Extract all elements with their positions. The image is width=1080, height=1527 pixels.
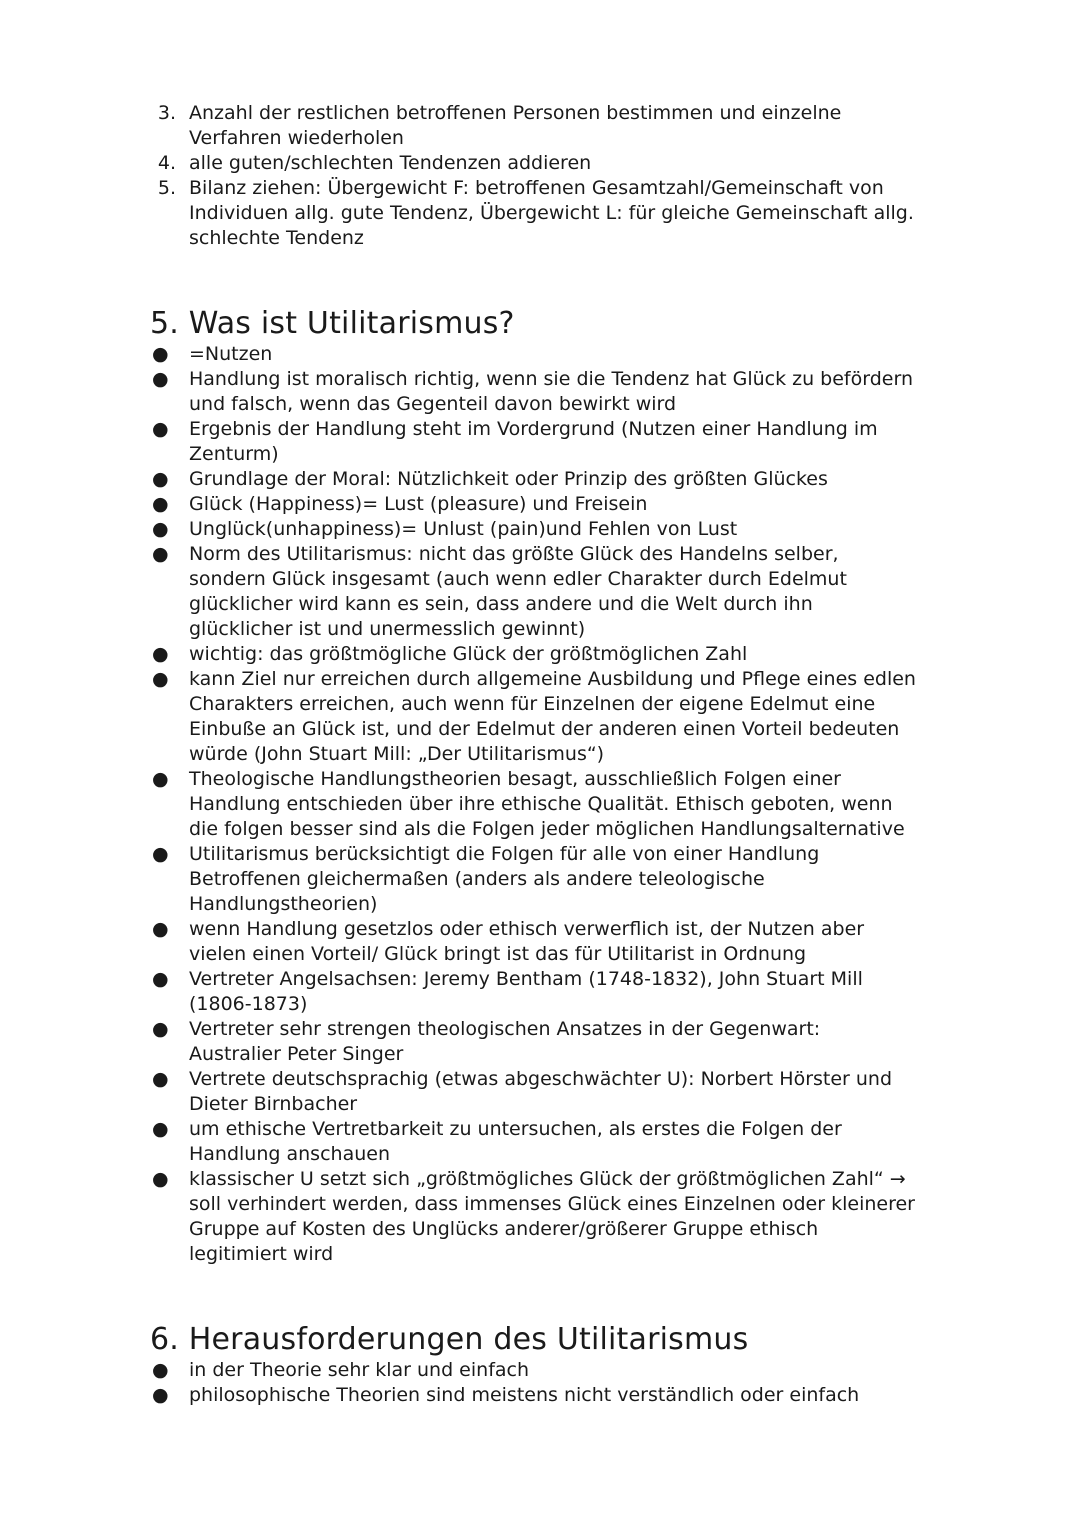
bullet-list-item — [150, 1067, 970, 1117]
bullet-list-item — [150, 1358, 970, 1383]
list-item-text-line: Ergebnis der Handlung steht im Vordergrund (Nutzen einer Handlung im — [189, 418, 878, 440]
list-item-text-line: Vertreter Angelsachsen: Jeremy Bentham (1748-1832), John Stuart Mill — [189, 968, 863, 990]
list-item-text-line: wichtig: das größtmögliche Glück der größtmöglichen Zahl — [189, 643, 748, 665]
bullet-icon: ● — [152, 1168, 169, 1190]
bullet-icon: ● — [152, 843, 169, 865]
bullet-icon: ● — [152, 368, 169, 390]
section-5-bullet-list — [150, 342, 970, 1267]
list-item-text-line: soll verhindert werden, dass immenses Glück eines Einzelnen oder kleinerer — [189, 1193, 915, 1215]
list-item-text-line: vielen einen Vorteil/ Glück bringt ist das für Utilitarist in Ordnung — [189, 943, 807, 965]
bullet-icon: ● — [152, 418, 169, 440]
bullet-icon: ● — [152, 643, 169, 665]
bullet-list-item — [150, 767, 970, 842]
list-item-text-line: Einbuße an Glück ist, und der Edelmut der anderen einen Vorteil bedeuten — [189, 718, 900, 740]
bullet-icon: ● — [152, 1018, 169, 1040]
bullet-icon: ● — [152, 668, 169, 690]
bullet-list-item — [150, 667, 970, 767]
list-item-text-line: Handlung anschauen — [189, 1143, 390, 1165]
list-item-text-line: alle guten/schlechten Tendenzen addieren — [189, 152, 592, 174]
bullet-icon: ● — [152, 918, 169, 940]
list-item-text-line: Norm des Utilitarismus: nicht das größte Glück des Handelns selber, — [189, 543, 839, 565]
list-item-text-line: Zenturm) — [189, 443, 279, 465]
list-item-text-line: Anzahl der restlichen betroffenen Personen bestimmen und einzelne — [189, 102, 842, 124]
list-item-text-line: glücklicher ist und unermesslich gewinnt) — [189, 618, 586, 640]
list-item-text-line: Theologische Handlungstheorien besagt, ausschließlich Folgen einer — [189, 768, 841, 790]
list-item-text-line: Charakters erreichen, auch wenn für Einzelnen der eigene Edelmut eine — [189, 693, 876, 715]
section-5-heading: 5. Was ist Utilitarismus? — [150, 306, 515, 341]
bullet-icon: ● — [152, 1384, 169, 1406]
section-6-bullet-list — [150, 1358, 970, 1408]
bullet-list-item — [150, 542, 970, 642]
bullet-list-item — [150, 417, 970, 467]
list-item-text-line: in der Theorie sehr klar und einfach — [189, 1359, 530, 1381]
list-item-text-line: kann Ziel nur erreichen durch allgemeine Ausbildung und Pflege eines edlen — [189, 668, 916, 690]
numbered-list-item — [150, 151, 970, 176]
list-item-text-line: Handlung ist moralisch richtig, wenn sie die Tendenz hat Glück zu befördern — [189, 368, 913, 390]
numbered-list-item — [150, 176, 970, 251]
list-item-text-line: und falsch, wenn das Gegenteil davon bewirkt wird — [189, 393, 677, 415]
bullet-list-item — [150, 967, 970, 1017]
list-item-text-line: Handlung entschieden über ihre ethische Qualität. Ethisch geboten, wenn — [189, 793, 893, 815]
list-item-text-line: Utilitarismus berücksichtigt die Folgen für alle von einer Handlung — [189, 843, 820, 865]
numbered-list — [150, 101, 970, 251]
bullet-icon: ● — [152, 493, 169, 515]
bullet-list-item — [150, 1167, 970, 1267]
bullet-icon: ● — [152, 968, 169, 990]
list-item-text-line: (1806-1873) — [189, 993, 308, 1015]
bullet-icon: ● — [152, 518, 169, 540]
bullet-list-item — [150, 467, 970, 492]
list-item-text-line: würde (John Stuart Mill: „Der Utilitarismus“) — [189, 743, 605, 765]
bullet-list-item — [150, 367, 970, 417]
bullet-list-item — [150, 917, 970, 967]
section-6-heading: 6. Herausforderungen des Utilitarismus — [150, 1322, 749, 1357]
list-item-text-line: Vertreter sehr strengen theologischen Ansatzes in der Gegenwart: — [189, 1018, 821, 1040]
bullet-icon: ● — [152, 768, 169, 790]
list-item-text-line: =Nutzen — [189, 343, 273, 365]
list-item-text-line: Individuen allg. gute Tendenz, Übergewicht L: für gleiche Gemeinschaft allg. — [189, 202, 914, 224]
list-item-text-line: glücklicher wird kann es sein, dass andere und die Welt durch ihn — [189, 593, 813, 615]
bullet-icon: ● — [152, 343, 169, 365]
bullet-icon: ● — [152, 543, 169, 565]
list-item-text-line: schlechte Tendenz — [189, 227, 364, 249]
bullet-list-item — [150, 492, 970, 517]
list-item-text-line: um ethische Vertretbarkeit zu untersuchen, als erstes die Folgen der — [189, 1118, 842, 1140]
bullet-list-item — [150, 1383, 970, 1408]
list-item-text-line: Australier Peter Singer — [189, 1043, 404, 1065]
bullet-list-item — [150, 517, 970, 542]
list-item-text-line: sondern Glück insgesamt (auch wenn edler Charakter durch Edelmut — [189, 568, 847, 590]
bullet-list-item — [150, 1117, 970, 1167]
list-item-text-line: Handlungstheorien) — [189, 893, 378, 915]
bullet-list-item — [150, 342, 970, 367]
list-item-text-line: legitimiert wird — [189, 1243, 334, 1265]
list-number: 4. — [157, 152, 176, 174]
list-item-text-line: Gruppe auf Kosten des Unglücks anderer/größerer Gruppe ethisch — [189, 1218, 819, 1240]
list-item-text-line: Glück (Happiness)= Lust (pleasure) und Freisein — [189, 493, 648, 515]
list-item-text-line: Vertrete deutschsprachig (etwas abgeschwächter U): Norbert Hörster und — [189, 1068, 893, 1090]
bullet-list-item — [150, 1017, 970, 1067]
list-item-text-line: klassischer U setzt sich „größtmögliches Glück der größtmöglichen Zahl“ → — [189, 1168, 906, 1190]
bullet-icon: ● — [152, 468, 169, 490]
list-item-text-line: Bilanz ziehen: Übergewicht F: betroffenen Gesamtzahl/Gemeinschaft von — [189, 177, 884, 199]
bullet-list-item — [150, 642, 970, 667]
list-item-text-line: Grundlage der Moral: Nützlichkeit oder Prinzip des größten Glückes — [189, 468, 828, 490]
list-item-text-line: Verfahren wiederholen — [189, 127, 404, 149]
bullet-list-item — [150, 842, 970, 917]
list-item-text-line: wenn Handlung gesetzlos oder ethisch verwerflich ist, der Nutzen aber — [189, 918, 865, 940]
list-item-text-line: philosophische Theorien sind meistens nicht verständlich oder einfach — [189, 1384, 860, 1406]
list-item-text-line: Unglück(unhappiness)= Unlust (pain)und Fehlen von Lust — [189, 518, 738, 540]
list-item-text-line: Dieter Birnbacher — [189, 1093, 358, 1115]
bullet-icon: ● — [152, 1359, 169, 1381]
list-item-text-line: Betroffenen gleichermaßen (anders als andere teleologische — [189, 868, 765, 890]
bullet-icon: ● — [152, 1118, 169, 1140]
list-number: 5. — [157, 177, 176, 199]
bullet-icon: ● — [152, 1068, 169, 1090]
list-item-text-line: die folgen besser sind als die Folgen jeder möglichen Handlungsalternative — [189, 818, 905, 840]
numbered-list-item — [150, 101, 970, 151]
list-number: 3. — [157, 102, 176, 124]
